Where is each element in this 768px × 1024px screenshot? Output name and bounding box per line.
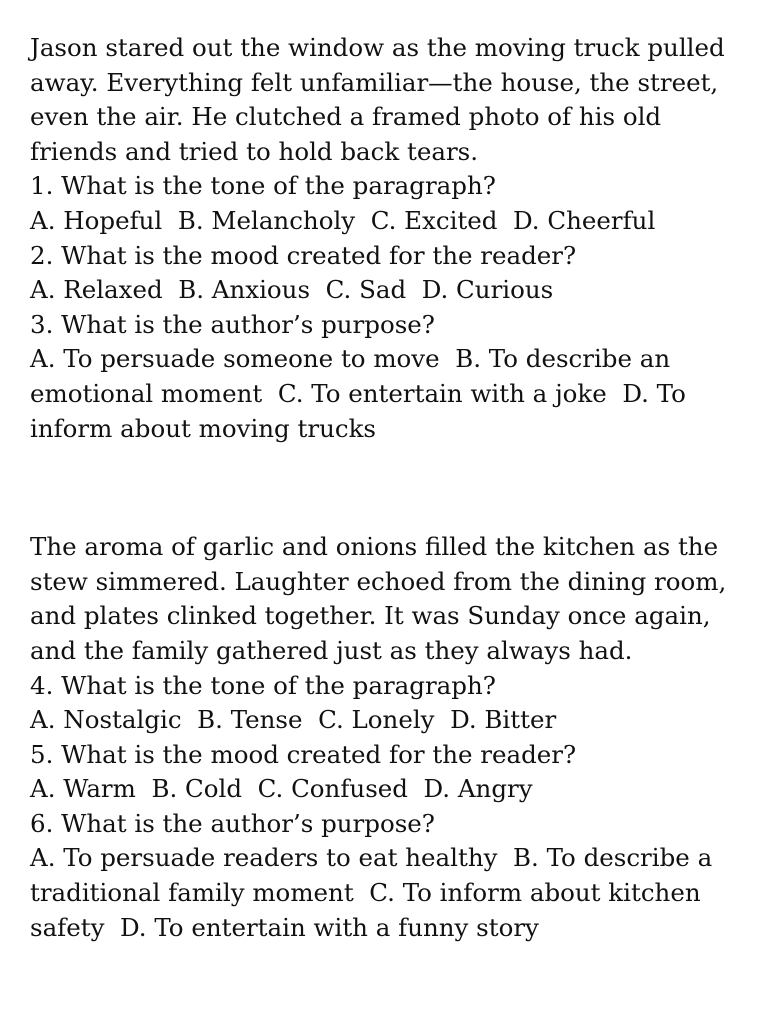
passage-line: friends and tried to hold back tears. <box>30 136 479 166</box>
question-text: 1. What is the tone of the paragraph? <box>30 171 496 201</box>
question-item-3 <box>30 308 742 446</box>
answer-options: A. Hopeful B. Melancholy C. Excited D. Cheerful <box>30 205 656 235</box>
question-text: 2. What is the mood created for the reader? <box>30 240 577 270</box>
answer-options: A. Nostalgic B. Tense C. Lonely D. Bitter <box>30 705 557 735</box>
answer-options: A. Relaxed B. Anxious C. Sad D. Curious <box>30 275 554 305</box>
answer-options: safety D. To entertain with a funny story <box>30 912 539 942</box>
question-text: 4. What is the tone of the paragraph? <box>30 670 496 700</box>
passage-line: stew simmered. Laughter echoed from the dining room, <box>30 566 727 596</box>
question-item-1 <box>30 169 742 238</box>
question-item-4 <box>30 669 742 738</box>
worksheet <box>30 31 742 945</box>
passage-text <box>30 31 742 169</box>
question-text: 5. What is the mood created for the reader? <box>30 739 577 769</box>
passage-line: away. Everything felt unfamiliar—the house, the street, <box>30 67 719 97</box>
question-item-5 <box>30 738 742 807</box>
question-text: 6. What is the author’s purpose? <box>30 808 435 838</box>
passage-text <box>30 530 742 668</box>
passage-line: and the family gathered just as they always had. <box>30 635 633 665</box>
passage-line: The aroma of garlic and onions filled the kitchen as the <box>30 532 719 562</box>
passage-section-2 <box>30 530 742 945</box>
passage-line: Jason stared out the window as the moving truck pulled <box>30 33 725 62</box>
question-text: 3. What is the author’s purpose? <box>30 309 435 339</box>
question-item-2 <box>30 239 742 308</box>
answer-options: A. Warm B. Cold C. Confused D. Angry <box>30 774 533 804</box>
passage-line: and plates clinked together. It was Sunday once again, <box>30 601 711 631</box>
passage-line: even the air. He clutched a framed photo of his old <box>30 102 662 132</box>
answer-options: emotional moment C. To entertain with a joke D. To <box>30 378 686 408</box>
answer-options: A. To persuade readers to eat healthy B. To describe a <box>30 843 713 873</box>
answer-options: A. To persuade someone to move B. To describe an <box>30 344 671 374</box>
passage-section-1 <box>30 31 742 446</box>
question-item-6 <box>30 807 742 945</box>
answer-options: inform about moving trucks <box>30 413 377 443</box>
answer-options: traditional family moment C. To inform about kitchen <box>30 878 701 908</box>
